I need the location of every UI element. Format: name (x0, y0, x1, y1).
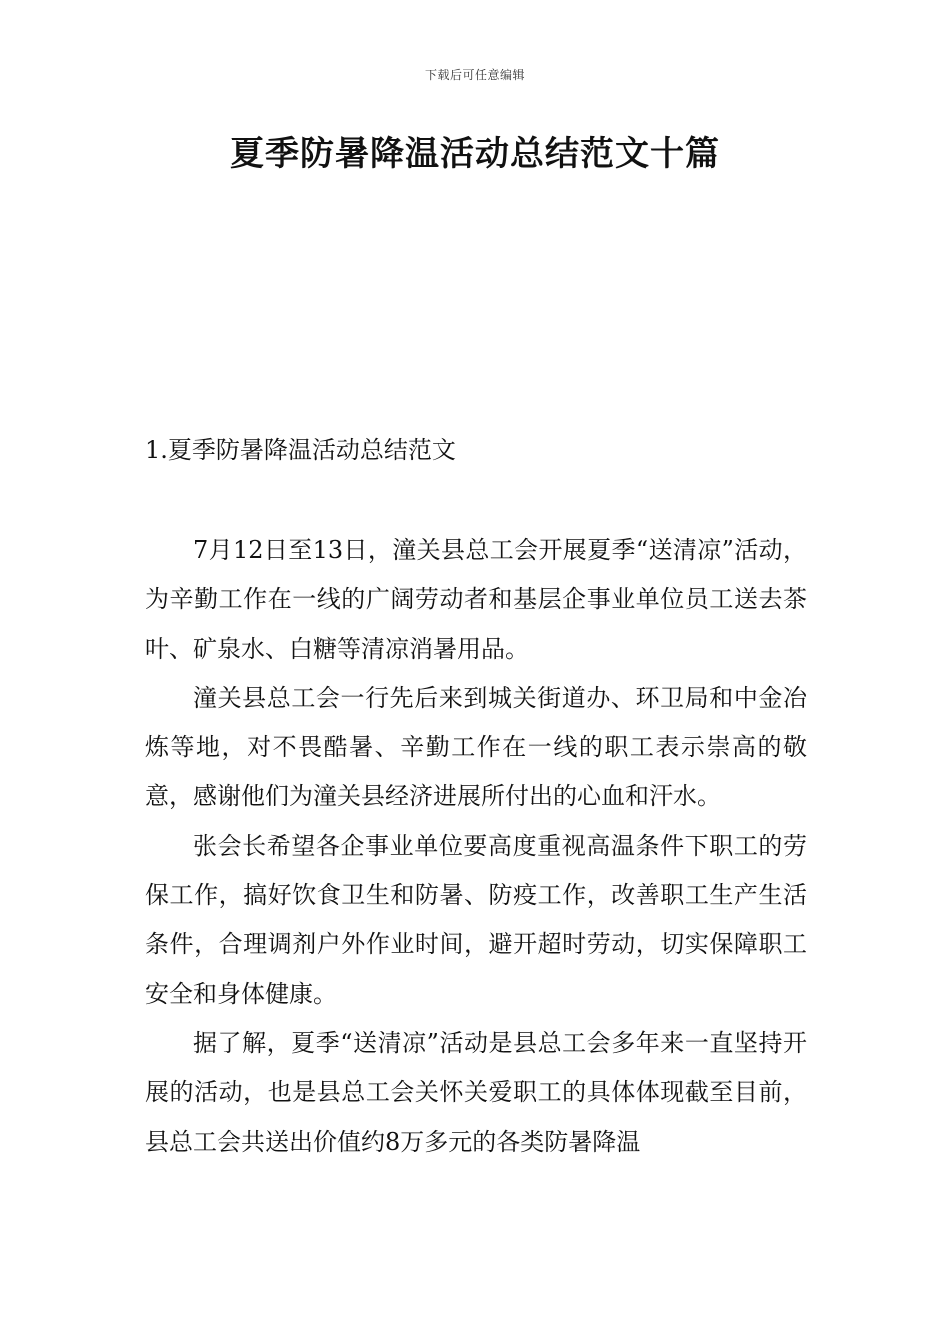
document-body (145, 526, 807, 1167)
paragraph: 张会长希望各企事业单位要高度重视高温条件下职工的劳保工作，搞好饮食卫生和防暑、防疫工作，改善职工生产生活条件，合理调剂户外作业时间，避开超时劳动，切实保障职工安全和身体健康。 (145, 831, 807, 1008)
document-title: 夏季防暑降温活动总结范文十篇 (230, 134, 720, 174)
paragraph: 据了解，夏季“送清凉”活动是县总工会多年来一直坚持开展的活动，也是县总工会关怀关爱职工的具体体现截至目前，县总工会共送出价值约8万多元的各类防暑降温 (145, 1028, 807, 1156)
section-heading: 1.夏季防暑降温活动总结范文 (145, 436, 456, 464)
paragraph: 潼关县总工会一行先后来到城关街道办、环卫局和中金冶炼等地，对不畏酷暑、辛勤工作在一线的职工表示崇高的敬意，感谢他们为潼关县经济进展所付出的心血和汗水。 (145, 683, 807, 811)
paragraph: 7月12日至13日，潼关县总工会开展夏季“送清凉”活动，为辛勤工作在一线的广阔劳动者和基层企事业单位员工送去茶叶、矿泉水、白糖等清凉消暑用品。 (145, 536, 807, 663)
header-note: 下载后可任意编辑 (424, 68, 525, 82)
